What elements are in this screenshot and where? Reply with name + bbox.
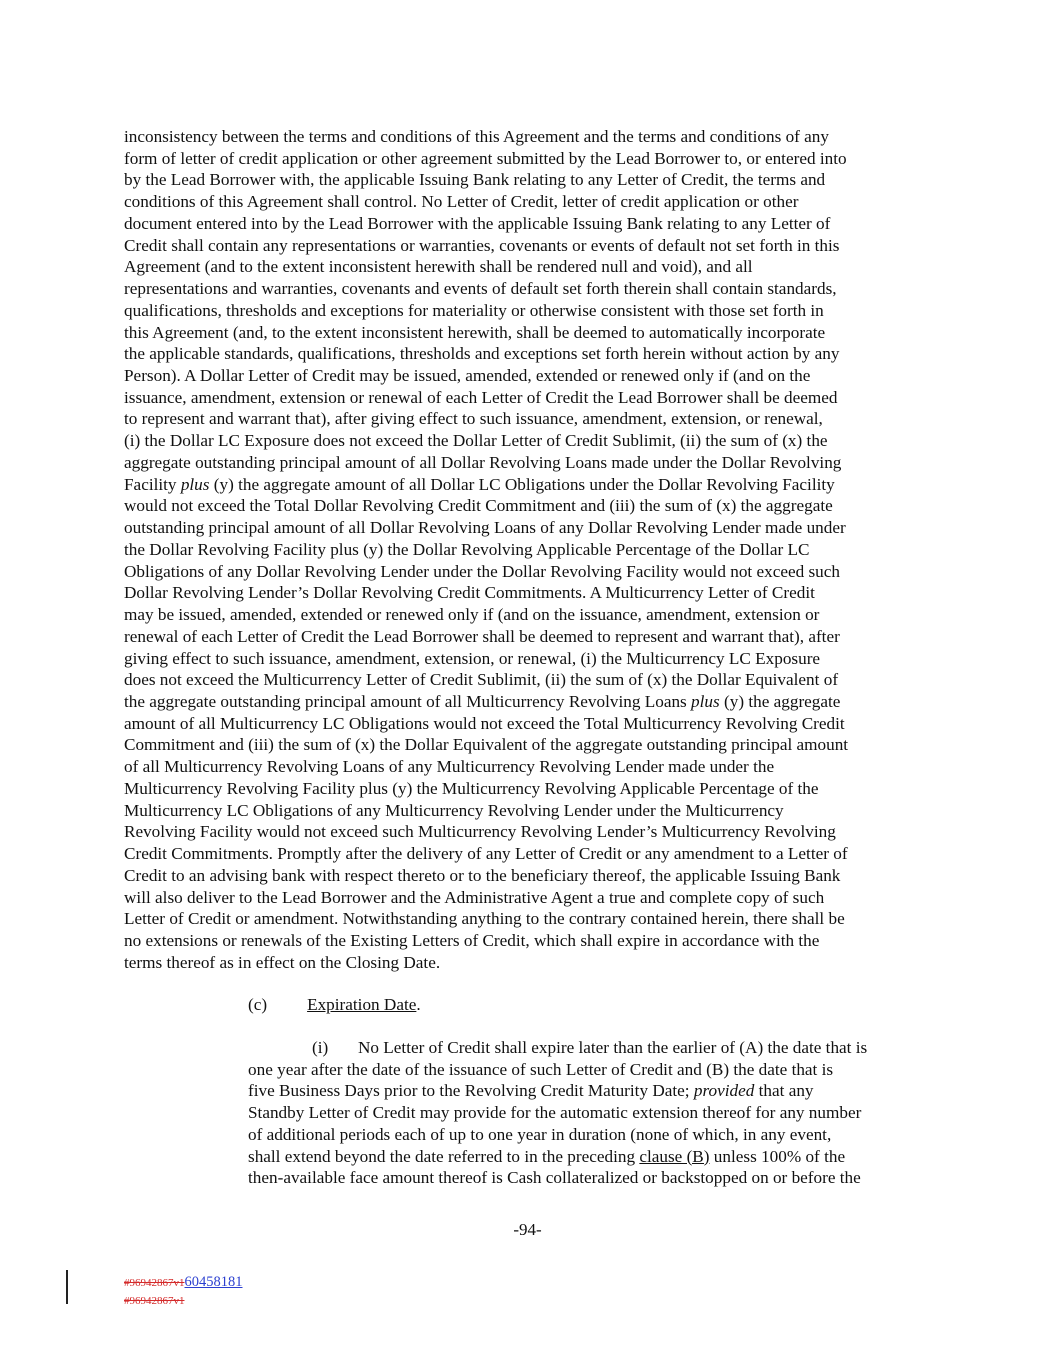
sub-line: Standby Letter of Credit may provide for the automatic extension thereof for any number (248, 1103, 862, 1123)
body-line: Credit Commitments. Promptly after the delivery of any Letter of Credit or any amendment to a Letter of (124, 844, 848, 864)
subsection-marker: (i) (312, 1038, 329, 1057)
body-line: Agreement (and to the extent inconsistent herewith shall be rendered null and void), and all (124, 257, 753, 277)
body-line: by the Lead Borrower with, the applicable Issuing Bank relating to any Letter of Credit, the terms and (124, 170, 826, 190)
text-run: (y) the aggregate (719, 691, 841, 711)
page-number: -94- (513, 1220, 542, 1239)
body-line: will also deliver to the Lead Borrower and the Administrative Agent a true and complete copy of such (124, 887, 825, 907)
body-line: Letter of Credit or amendment. Notwithstanding anything to the contrary contained herein, there shall be (124, 909, 845, 929)
body-line (124, 691, 840, 712)
body-line: of all Multicurrency Revolving Loans of any Multicurrency Revolving Lender made under the (124, 757, 775, 777)
doc-id-inserted: 60458181 (184, 1274, 243, 1290)
body-line: Obligations of any Dollar Revolving Lender under the Dollar Revolving Facility would not exceed such (124, 561, 840, 581)
doc-id-line (124, 1273, 243, 1291)
sub-line (248, 1146, 845, 1167)
body-line: to represent and warrant that), after giving effect to such issuance, amendment, extension, or renewal, (124, 409, 823, 429)
sub-line: one year after the date of the issuance of such Letter of Credit and (B) the date that is (248, 1059, 834, 1079)
body-line: document entered into by the Lead Borrower with the applicable Issuing Bank relating to any Letter of (124, 213, 831, 233)
body-line: terms thereof as in effect on the Closing Date. (124, 952, 441, 972)
text-run: shall extend beyond the date referred to in the preceding (248, 1146, 640, 1166)
body-line: Multicurrency LC Obligations of any Multicurrency Revolving Lender under the Multicurrency (124, 800, 784, 820)
text-run: (y) the aggregate amount of all Dollar LC Obligations under the Dollar Revolving Facility (209, 474, 835, 494)
body-line: Multicurrency Revolving Facility plus (y) the Multicurrency Revolving Applicable Percentage of the (124, 778, 819, 798)
body-line: does not exceed the Multicurrency Letter of Credit Sublimit, (ii) the sum of (x) the Dollar Equivalent of (124, 670, 839, 690)
body-line: amount of all Multicurrency LC Obligations would not exceed the Total Multicurrency Revolving Credit (124, 713, 845, 733)
body-line: representations and warranties, covenants and events of default set forth therein shall contain standards, (124, 279, 837, 299)
text-run: five Business Days prior to the Revolving Credit Maturity Date; (248, 1081, 694, 1101)
doc-id-line-2 (124, 1291, 185, 1309)
section-marker: (c) (248, 995, 268, 1014)
section-heading (248, 994, 421, 1015)
text-run: the aggregate outstanding principal amount of all Multicurrency Revolving Loans (124, 691, 692, 711)
body-line: Credit to an advising bank with respect thereto or to the beneficiary thereof, the applicable Issuing Bank (124, 865, 841, 885)
body-line: this Agreement (and, to the extent inconsistent herewith, shall be deemed to automatically incorporate (124, 322, 826, 342)
body-line: aggregate outstanding principal amount of all Dollar Revolving Loans made under the Dollar Revolving (124, 452, 842, 472)
text-run: Facility (124, 474, 181, 494)
body-line: the applicable standards, qualifications, thresholds and exceptions set forth herein without action by any (124, 344, 840, 364)
body-line: renewal of each Letter of Credit the Lead Borrower shall be deemed to represent and warrant that), after (124, 626, 840, 646)
sub-line (248, 1080, 814, 1101)
body-line: conditions of this Agreement shall control. No Letter of Credit, letter of credit application or other (124, 192, 799, 212)
body-line: issuance, amendment, extension or renewal of each Letter of Credit the Lead Borrower shall be deemed (124, 387, 838, 407)
text-run: unless 100% of the (709, 1146, 846, 1166)
body-line: no extensions or renewals of the Existing Letters of Credit, which shall expire in accordance with the (124, 931, 820, 950)
body-line: giving effect to such issuance, amendment, extension, or renewal, (i) the Multicurrency LC Exposure (124, 648, 821, 668)
italic-text: plus (691, 691, 720, 711)
text-run: that any (754, 1081, 814, 1101)
body-line: Dollar Revolving Lender’s Dollar Revolving Credit Commitments. A Multicurrency Letter of Credit (124, 583, 815, 603)
body-line: Commitment and (iii) the sum of (x) the Dollar Equivalent of the aggregate outstanding principal amount (124, 735, 849, 755)
sub-line: then-available face amount thereof is Cash collateralized or backstopped on or before the (248, 1168, 861, 1188)
italic-text: provided (693, 1081, 755, 1101)
section-title: Expiration Date (307, 995, 417, 1014)
change-bar (66, 1270, 68, 1304)
body-line: may be issued, amended, extended or renewed only if (and on the issuance, amendment, extension or (124, 605, 820, 625)
body-line: Credit shall contain any representations or warranties, covenants or events of default not set forth in this (124, 235, 840, 255)
body-line: Revolving Facility would not exceed such Multicurrency Revolving Lender’s Multicurrency Revolving (124, 822, 836, 842)
body-line: would not exceed the Total Dollar Revolving Credit Commitment and (iii) the sum of (x) the aggregate (124, 496, 833, 516)
body-line: the Dollar Revolving Facility plus (y) the Dollar Revolving Applicable Percentage of the Dollar LC (124, 539, 810, 559)
body-line: qualifications, thresholds and exceptions for materiality or otherwise consistent with those set forth in (124, 300, 824, 320)
body-line: outstanding principal amount of all Dollar Revolving Loans of any Dollar Revolving Lender made under (124, 518, 846, 538)
body-line: inconsistency between the terms and conditions of this Agreement and the terms and conditions of any (124, 127, 829, 146)
italic-text: plus (180, 474, 210, 494)
body-line: Person). A Dollar Letter of Credit may be issued, amended, extended or renewed only if (and on the (124, 366, 811, 386)
body-line (124, 474, 835, 495)
body-line: (i) the Dollar LC Exposure does not exceed the Dollar Letter of Credit Sublimit, (ii) the sum of (x) the (124, 431, 828, 451)
section-title-period: . (416, 995, 421, 1014)
doc-id-deleted: #96942867v1 (124, 1277, 185, 1289)
body-line: form of letter of credit application or other agreement submitted by the Lead Borrower to, or entered into (124, 148, 847, 168)
underlined-reference: clause (B) (639, 1146, 710, 1166)
doc-id-deleted-2: #96942867v1 (124, 1295, 185, 1307)
sub-line: No Letter of Credit shall expire later than the earlier of (A) the date that is (358, 1038, 868, 1057)
sub-line: of additional periods each of up to one year in duration (none of which, in any event, (248, 1124, 832, 1144)
